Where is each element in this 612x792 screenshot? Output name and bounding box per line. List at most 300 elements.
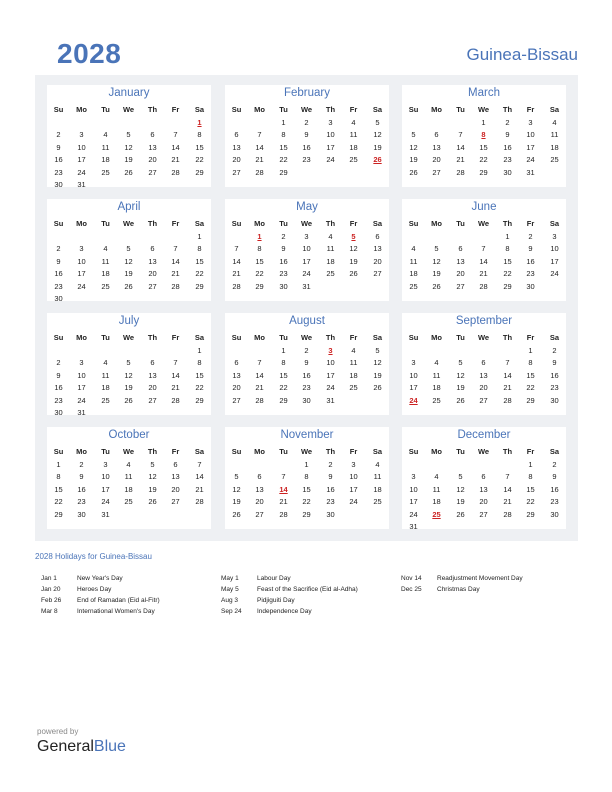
day-cell: 21 [232, 269, 241, 279]
day-cell: 15 [302, 484, 311, 494]
day-cell: 7 [505, 358, 510, 368]
day-cell: 28 [171, 395, 180, 405]
day-cell: 14 [479, 256, 488, 266]
day-cell: 13 [456, 256, 465, 266]
day-cell: 19 [432, 269, 441, 279]
weekday-header: Tu [456, 105, 465, 114]
day-cell: 12 [349, 244, 358, 254]
day-cell: 18 [349, 142, 358, 152]
day-cell: 13 [373, 244, 382, 254]
day-cell: 5 [458, 358, 463, 368]
weekday-header: Tu [101, 219, 110, 228]
day-cell: 10 [77, 370, 86, 380]
day-cell: 6 [150, 244, 155, 254]
month-june [402, 199, 566, 301]
day-cell: 29 [479, 167, 488, 177]
day-cell: 21 [503, 383, 512, 393]
day-cell: 9 [304, 130, 309, 140]
weekday-header: Fr [349, 219, 358, 228]
calendar-grid [35, 75, 578, 541]
month-name: October [108, 429, 150, 441]
day-cell: 4 [552, 118, 557, 127]
holiday-date: Jan 20 [41, 586, 61, 593]
day-cell: 2 [304, 118, 309, 127]
weekday-header: Sa [549, 447, 560, 456]
day-cell: 11 [349, 130, 358, 140]
day-cell: 3 [351, 460, 356, 469]
day-cell: 5 [126, 244, 131, 254]
day-cell: 20 [148, 269, 157, 279]
day-cell: 22 [526, 383, 535, 393]
day-cell: 9 [56, 142, 61, 152]
weekday-header: Tu [279, 333, 288, 342]
day-cell: 3 [328, 118, 333, 127]
day-cell: 25 [101, 281, 110, 291]
weekday-header: We [300, 105, 313, 114]
holidays-title: 2028 Holidays for Guinea-Bissau [35, 552, 152, 561]
day-cell: 3 [304, 232, 309, 241]
brand-blue: Blue [93, 738, 126, 755]
day-cell: 8 [304, 472, 309, 482]
day-cell: 26 [456, 395, 465, 405]
holiday-day-cell: 25 [432, 509, 441, 519]
day-cell: 17 [526, 142, 535, 152]
day-cell: 3 [528, 118, 533, 127]
month-march [402, 85, 566, 187]
weekday-header: Tu [101, 447, 110, 456]
country-title: Guinea-Bissau [466, 45, 578, 64]
day-cell: 26 [409, 167, 418, 177]
day-cell: 13 [232, 370, 241, 380]
day-cell: 12 [456, 484, 465, 494]
day-cell: 20 [232, 155, 241, 165]
day-cell: 17 [77, 269, 86, 279]
weekday-header: Mo [254, 219, 265, 228]
day-cell: 20 [373, 256, 382, 266]
day-cell: 26 [432, 281, 441, 291]
day-cell: 29 [279, 395, 288, 405]
day-cell: 13 [255, 484, 264, 494]
day-cell: 27 [373, 269, 382, 279]
day-cell: 1 [197, 346, 202, 355]
day-cell: 4 [126, 460, 131, 469]
day-cell: 7 [234, 244, 239, 254]
day-cell: 30 [526, 281, 535, 291]
day-cell: 1 [528, 460, 533, 469]
day-cell: 9 [79, 472, 84, 482]
month-name: April [117, 201, 141, 213]
day-cell: 11 [124, 472, 133, 482]
day-cell: 10 [349, 472, 358, 482]
day-cell: 9 [56, 256, 61, 266]
day-cell: 21 [479, 269, 488, 279]
month-february [225, 85, 389, 187]
weekday-header: Tu [101, 333, 110, 342]
day-cell: 17 [409, 497, 418, 507]
day-cell: 18 [326, 256, 335, 266]
weekday-header: Su [408, 105, 419, 114]
weekday-header: Th [502, 105, 513, 114]
month-may [225, 199, 389, 301]
day-cell: 24 [302, 269, 311, 279]
weekday-header: Su [231, 333, 242, 342]
day-cell: 15 [526, 484, 535, 494]
day-cell: 20 [148, 383, 157, 393]
day-cell: 1 [197, 232, 202, 241]
day-cell: 30 [550, 395, 559, 405]
day-cell: 2 [56, 244, 61, 254]
weekday-header: Th [325, 447, 336, 456]
day-cell: 24 [409, 509, 418, 519]
day-cell: 1 [281, 118, 286, 127]
day-cell: 8 [56, 472, 61, 482]
day-cell: 25 [373, 497, 382, 507]
day-cell: 12 [232, 484, 241, 494]
day-cell: 30 [326, 509, 335, 519]
day-cell: 26 [456, 509, 465, 519]
day-cell: 19 [373, 370, 382, 380]
day-cell: 25 [409, 281, 418, 291]
day-cell: 16 [326, 484, 335, 494]
day-cell: 8 [505, 244, 510, 254]
day-cell: 3 [411, 472, 416, 482]
day-cell: 30 [279, 281, 288, 291]
day-cell: 10 [326, 130, 335, 140]
day-cell: 6 [481, 472, 486, 482]
day-cell: 4 [434, 472, 439, 482]
day-cell: 29 [526, 509, 535, 519]
weekday-header: Su [53, 105, 64, 114]
holiday-name: End of Ramadan (Eid al-Fitr) [77, 597, 160, 604]
day-cell: 5 [375, 118, 380, 127]
day-cell: 10 [409, 370, 418, 380]
weekday-header: We [122, 105, 135, 114]
weekday-header: Th [325, 219, 336, 228]
day-cell: 17 [409, 383, 418, 393]
day-cell: 30 [54, 294, 63, 303]
day-cell: 17 [349, 484, 358, 494]
day-cell: 11 [373, 472, 382, 482]
day-cell: 24 [326, 155, 335, 165]
day-cell: 11 [101, 256, 110, 266]
day-cell: 18 [409, 269, 418, 279]
day-cell: 28 [503, 395, 512, 405]
weekday-header: Mo [431, 447, 442, 456]
day-cell: 13 [148, 142, 157, 152]
day-cell: 6 [150, 358, 155, 368]
day-cell: 15 [195, 142, 204, 152]
day-cell: 23 [302, 383, 311, 393]
day-cell: 17 [302, 256, 311, 266]
day-cell: 21 [456, 155, 465, 165]
month-name: February [283, 87, 331, 99]
day-cell: 22 [302, 497, 311, 507]
day-cell: 23 [279, 269, 288, 279]
day-cell: 15 [503, 256, 512, 266]
generalblue-logo[interactable] [37, 738, 126, 756]
holiday-date: Mar 8 [41, 608, 58, 615]
day-cell: 23 [526, 269, 535, 279]
day-cell: 15 [54, 484, 63, 494]
day-cell: 15 [195, 370, 204, 380]
weekday-header: Sa [549, 219, 560, 228]
day-cell: 5 [126, 130, 131, 140]
day-cell: 4 [103, 130, 108, 140]
month-name: May [296, 201, 318, 213]
day-cell: 3 [552, 232, 557, 241]
weekday-header: We [477, 447, 490, 456]
day-cell: 19 [456, 497, 465, 507]
weekday-header: Mo [76, 105, 87, 114]
day-cell: 26 [232, 509, 241, 519]
day-cell: 25 [101, 167, 110, 177]
day-cell: 11 [432, 484, 441, 494]
day-cell: 13 [479, 484, 488, 494]
holiday-date: Nov 14 [401, 575, 422, 582]
weekday-header: We [477, 105, 490, 114]
day-cell: 20 [479, 383, 488, 393]
day-cell: 29 [503, 281, 512, 291]
day-cell: 6 [481, 358, 486, 368]
day-cell: 2 [552, 460, 557, 469]
day-cell: 11 [326, 244, 335, 254]
day-cell: 21 [279, 497, 288, 507]
day-cell: 6 [434, 130, 439, 140]
day-cell: 8 [281, 130, 286, 140]
day-cell: 21 [255, 155, 264, 165]
day-cell: 12 [124, 256, 133, 266]
day-cell: 4 [411, 244, 416, 254]
day-cell: 8 [528, 472, 533, 482]
day-cell: 2 [528, 232, 533, 241]
day-cell: 10 [302, 244, 311, 254]
day-cell: 22 [279, 155, 288, 165]
day-cell: 12 [409, 142, 418, 152]
day-cell: 2 [505, 118, 510, 127]
day-cell: 4 [375, 460, 380, 469]
day-cell: 27 [171, 497, 180, 507]
day-cell: 13 [432, 142, 441, 152]
day-cell: 25 [550, 155, 559, 165]
day-cell: 7 [505, 472, 510, 482]
day-cell: 20 [255, 497, 264, 507]
day-cell: 15 [255, 256, 264, 266]
weekday-header: Su [408, 219, 419, 228]
weekday-header: Sa [549, 105, 560, 114]
weekday-header: Mo [76, 447, 87, 456]
weekday-header: We [300, 447, 313, 456]
day-cell: 29 [195, 167, 204, 177]
holiday-date: Aug 3 [221, 597, 238, 604]
day-cell: 15 [279, 142, 288, 152]
day-cell: 23 [54, 167, 63, 177]
day-cell: 23 [77, 497, 86, 507]
weekday-header: Fr [526, 105, 535, 114]
weekday-header: Tu [279, 447, 288, 456]
holiday-name: New Year's Day [77, 575, 123, 582]
weekday-header: Th [147, 447, 158, 456]
day-cell: 25 [124, 497, 133, 507]
holiday-name: Christmas Day [437, 586, 480, 593]
day-cell: 24 [550, 269, 559, 279]
day-cell: 17 [550, 256, 559, 266]
month-name: August [289, 315, 325, 327]
day-cell: 30 [302, 395, 311, 405]
day-cell: 27 [148, 167, 157, 177]
day-cell: 25 [432, 395, 441, 405]
day-cell: 13 [171, 472, 180, 482]
day-cell: 29 [526, 395, 535, 405]
day-cell: 5 [375, 346, 380, 355]
day-cell: 7 [197, 460, 202, 469]
weekday-header: Sa [372, 105, 383, 114]
day-cell: 23 [54, 281, 63, 291]
day-cell: 31 [302, 281, 311, 291]
month-july [47, 313, 211, 415]
month-december [402, 427, 566, 529]
holiday-name: Feast of the Sacrifice (Eid al-Adha) [257, 586, 358, 593]
day-cell: 3 [79, 244, 84, 254]
day-cell: 17 [326, 142, 335, 152]
month-name: September [455, 315, 513, 327]
day-cell: 28 [456, 167, 465, 177]
day-cell: 21 [195, 484, 204, 494]
day-cell: 31 [526, 167, 535, 177]
day-cell: 19 [373, 142, 382, 152]
day-cell: 29 [255, 281, 264, 291]
holiday-day-cell: 1 [197, 118, 202, 127]
weekday-header: Mo [431, 105, 442, 114]
day-cell: 16 [503, 142, 512, 152]
day-cell: 10 [77, 142, 86, 152]
day-cell: 14 [232, 256, 241, 266]
day-cell: 9 [56, 370, 61, 380]
day-cell: 23 [550, 383, 559, 393]
day-cell: 9 [552, 358, 557, 368]
day-cell: 4 [434, 358, 439, 368]
day-cell: 27 [432, 167, 441, 177]
holiday-date: Feb 26 [41, 597, 62, 604]
holiday-name: Independence Day [257, 608, 312, 615]
day-cell: 12 [373, 130, 382, 140]
weekday-header: Mo [254, 105, 265, 114]
day-cell: 11 [101, 142, 110, 152]
weekday-header: Th [325, 333, 336, 342]
day-cell: 13 [148, 370, 157, 380]
weekday-header: Tu [456, 219, 465, 228]
day-cell: 18 [432, 497, 441, 507]
day-cell: 1 [304, 460, 309, 469]
day-cell: 4 [351, 118, 356, 127]
day-cell: 27 [456, 281, 465, 291]
day-cell: 5 [126, 358, 131, 368]
day-cell: 22 [255, 269, 264, 279]
day-cell: 25 [349, 155, 358, 165]
day-cell: 27 [255, 509, 264, 519]
day-cell: 2 [552, 346, 557, 355]
day-cell: 16 [279, 256, 288, 266]
day-cell: 18 [550, 142, 559, 152]
day-cell: 7 [481, 244, 486, 254]
day-cell: 13 [148, 256, 157, 266]
day-cell: 24 [526, 155, 535, 165]
day-cell: 25 [101, 395, 110, 405]
holiday-date: May 5 [221, 586, 239, 593]
day-cell: 7 [173, 244, 178, 254]
month-name: November [280, 429, 334, 441]
weekday-header: Sa [372, 333, 383, 342]
weekday-header: Su [408, 447, 419, 456]
day-cell: 16 [550, 484, 559, 494]
day-cell: 9 [552, 472, 557, 482]
day-cell: 18 [373, 484, 382, 494]
day-cell: 8 [197, 244, 202, 254]
day-cell: 27 [232, 395, 241, 405]
day-cell: 6 [150, 130, 155, 140]
day-cell: 10 [526, 130, 535, 140]
day-cell: 4 [328, 232, 333, 241]
month-name: July [118, 315, 140, 327]
day-cell: 12 [456, 370, 465, 380]
day-cell: 14 [255, 142, 264, 152]
day-cell: 1 [505, 232, 510, 241]
weekday-header: We [122, 447, 135, 456]
weekday-header: Su [231, 105, 242, 114]
day-cell: 31 [326, 395, 335, 405]
day-cell: 27 [232, 167, 241, 177]
day-cell: 5 [411, 130, 416, 140]
day-cell: 29 [279, 167, 288, 177]
day-cell: 28 [479, 281, 488, 291]
month-name: December [457, 429, 511, 441]
day-cell: 9 [328, 472, 333, 482]
day-cell: 6 [257, 472, 262, 482]
day-cell: 22 [526, 497, 535, 507]
day-cell: 16 [550, 370, 559, 380]
day-cell: 18 [101, 383, 110, 393]
day-cell: 7 [257, 130, 262, 140]
day-cell: 6 [458, 244, 463, 254]
day-cell: 13 [232, 142, 241, 152]
weekday-header: Mo [431, 333, 442, 342]
day-cell: 27 [479, 509, 488, 519]
day-cell: 24 [101, 497, 110, 507]
day-cell: 16 [54, 383, 63, 393]
day-cell: 4 [103, 358, 108, 368]
day-cell: 20 [456, 269, 465, 279]
day-cell: 18 [101, 269, 110, 279]
day-cell: 30 [77, 509, 86, 519]
day-cell: 27 [479, 395, 488, 405]
day-cell: 9 [505, 130, 510, 140]
day-cell: 15 [479, 142, 488, 152]
day-cell: 9 [528, 244, 533, 254]
weekday-header: Fr [171, 333, 180, 342]
day-cell: 30 [54, 408, 63, 417]
day-cell: 12 [432, 256, 441, 266]
day-cell: 18 [101, 155, 110, 165]
weekday-header: We [477, 219, 490, 228]
day-cell: 12 [124, 370, 133, 380]
day-cell: 15 [279, 370, 288, 380]
day-cell: 6 [375, 232, 380, 241]
weekday-header: Mo [254, 333, 265, 342]
holiday-day-cell: 5 [351, 232, 356, 241]
day-cell: 19 [349, 256, 358, 266]
day-cell: 4 [103, 244, 108, 254]
weekday-header: Mo [431, 219, 442, 228]
day-cell: 14 [503, 370, 512, 380]
